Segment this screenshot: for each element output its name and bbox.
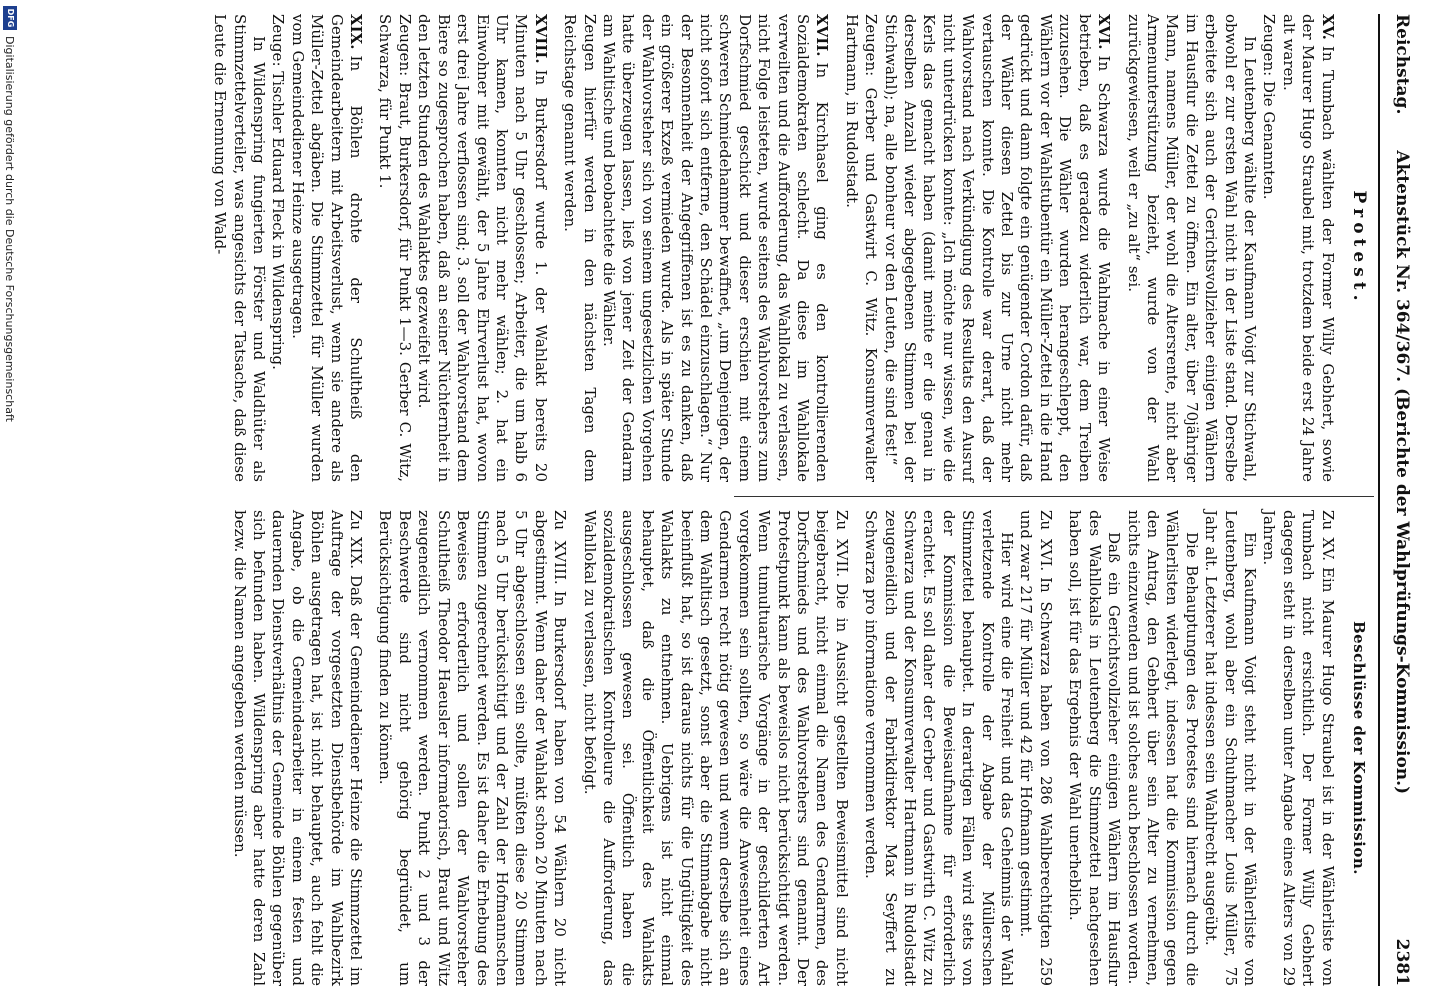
paragraph: Zeuge: Tischler Eduard Fleck in Wildenspring. (269, 14, 288, 370)
resolution-item-xix (229, 510, 365, 986)
paragraph: In Tumbach wählten der Former Willy Gebhert, sowie der Maurer Hugo Straubel mit, trotzdem beide erst 24 Jahre alt waren. (1279, 14, 1337, 482)
paragraph: Daß der Gemeindediener Heinze die Stimmzettel im Auftrage der vorgesetzten Dienstbehörde im Wahlbezirk Böhlen ausgetragen hat, ist nicht behauptet, auch fehlt die Angabe, ob die Gemeindearbeiter in einem festen und dauernden Dienstverhältnis der Gemeinde Böhlen gegenüber sich befunden haben. Wildenspring aber hatte deren Zahl bezw. die Namen angegeben werden müssen. (230, 510, 366, 986)
paragraph: Hier wird eine die Freiheit und das Geheimnis der Wahl verletzende Kontrolle der Abgabe der Müllerschen Stimmzettel behauptet. In derartigen Fällen wird stets von der Kommission die Beweisaufnahme für erforderlich erachtet. Es soll daher der Gerber und Gastwirth C. Witz zu Schwarza und der Konsumverwalter Hartmann in Rudolstadt zeugeneidlich und der Fabrikdirektor Max Seyffert zu Schwarza pro informatione vernommen werden. (862, 510, 1017, 986)
digitization-credit (0, 0, 20, 1000)
paragraph: Zeugen hierfür werden in den nächsten Tagen dem Reichstage genannt werden. (561, 14, 599, 482)
item-number: XVIII. (531, 14, 550, 64)
paragraph: Ein Kaufmann Voigt steht nicht in der Wählerliste von Leutenberg, wohl aber ein Schuhmacher Louis Müller, 75 Jahr alt. Letzterer hat indessen sein Wahlrecht ausgeübt. (1202, 510, 1259, 986)
item-reference: Zu XVII. (832, 510, 851, 578)
protest-item-xix (210, 14, 365, 482)
protest-item-xvi (841, 14, 1113, 482)
protest-title: Protest. (1349, 190, 1369, 306)
paragraph: In Wildenspring fungierten Förster und Waldhüter als Stimmzettelverteiler, was angesichts der Tatsache, daß diese Leute die Ernennung von Wald- (211, 14, 269, 482)
page-number: 2381 (1392, 938, 1412, 986)
resolution-item-xvi (861, 510, 1055, 986)
paragraph: In Böhlen drohte der Schultheiß den Gemeindearbeitern mit Arbeitsverlust, wenn sie andere als Müller-Zettel abgäben. Die Stimmzettel für Müller wurden vom Gemeindediener Heinze ausgetragen. (288, 14, 366, 482)
item-number: XV. (1318, 14, 1337, 40)
protest-item-xviii (375, 14, 550, 482)
resolution-item-xviii (375, 510, 569, 986)
paragraph: In Leutenberg wählte der Kaufmann Voigt zur Stichwahl, obwohl er zur ersten Wahl nicht in der Liste stand. Derselbe erbeitete sich auch der Gerichtsvollzieher einigen Wählern im Hausflur die Zettel zu öffnen. Ein alter, über 70jähriger Mann, namens Müller, der wohl die Altersrente, nicht aber Armenunterstützung bezieht, wurde von der Wahl zurückgewiesen, weil er „zu alt“ sei. (1124, 14, 1259, 482)
paragraph: In Burkersdorf wurde 1. der Wahlakt bereits 20 Minuten nach 5 Uhr geschlossen; Arbeiter, die um halb 6 Uhr kamen, konnten nicht mehr wählen; 2. hat ein Einwohner mit gewählt, der 5 Jahre Ehrverlust hat, wovon erst drei Jahre verflossen sind; 3. soll der Wahlvorstand dem Biere so zugesprochen haben, daß an seiner Nüchternheit in den letzten Stunden des Wahlaktes gezweifelt wird. (415, 14, 550, 482)
resolutions-column (219, 510, 1374, 986)
credit-text: Digitalisierung gefördert durch die Deutsche Forschungsgemeinschaft (3, 36, 17, 422)
paragraph: Zeugen: Die Genannten. (1260, 14, 1279, 200)
dfg-logo: DFG (3, 6, 17, 30)
resolutions-title: Beschlüsse der Kommission. (1350, 621, 1368, 875)
resolution-item-xv (1065, 510, 1337, 986)
item-reference: Zu XV. (1318, 510, 1337, 562)
header-left: Reichstag. (1392, 14, 1412, 115)
header-rule (1378, 14, 1380, 986)
protest-column (200, 14, 1374, 482)
resolution-item-xvii (579, 510, 851, 986)
protest-item-xv (1123, 14, 1336, 482)
protest-item-xvii (560, 14, 832, 482)
paragraph: In Schwarza haben von 286 Wahlberechtigten 259 und zwar 217 für Müller und 42 für Hofmann gestimmt. (1017, 510, 1055, 986)
item-reference: Zu XVI. (1036, 510, 1055, 572)
item-number: XIX. (347, 14, 366, 50)
paragraph: Ein Maurer Hugo Straubel ist in der Wählerliste von Tumbach nicht ersichtlich. Der Former Willy Gebhert dagegen steht in derselben unter Angabe eines Alters von 29 Jahren. (1260, 510, 1337, 986)
item-number: XVII. (813, 14, 832, 57)
item-reference: Zu XVIII. (551, 510, 570, 585)
running-header (1384, 14, 1412, 986)
paragraph: In Burkersdorf haben von 54 Wählern 20 nicht abgestimmt. Wenn daher der Wahlakt schon 20 Minuten nach 5 Uhr abgeschlossen sein sollte, müßten diese 20 Stimmen nach 5 Uhr berücksichtigt und der Zahl der Hofmannschen Stimmen zugerechnet werden. Es ist daher die Erhebung des Beweises erforderlich und sollen der Wahlvorsteher Schultheiß Theodor Haeusler informatorisch, Braut und Witz zeugeneidlich vernommen werden. Punkt 2 und 3 der Beschwerde sind nicht gehörig begründet, um Berücksichtigung finden zu können. (376, 510, 570, 987)
paragraph: Die in Aussicht gestellten Beweismittel sind nicht beigebracht, nicht einmal die Namen des Gendarmen, des Dorfschmieds und des Wahlvorstehers sind genannt. Der Protestpunkt kann als beweislos nicht berücksichtigt werden. Wenn tumultuarische Vorgänge in der geschilderten Art vorgekommen sein sollten, so wäre die Anwesenheit eines Gendarmen recht nötig gewesen und wenn derselbe sich an dem Wahltisch gesetzt, sonst aber die Stimmabgabe nicht beeinflußt hat, so ist daraus nichts für die Ungültigkeit des Wahlakts zu entnehmen. Uebrigens ist nicht einmal behauptet, daß die Öffentlichkeit des Wahlakts ausgeschlossen gewesen sei. Öffentlich haben die sozialdemokratischen Kontrolleure die Aufforderung, das Wahllokal zu verlassen, nicht befolgt. (580, 510, 851, 987)
paragraph: In Kirchhasel ging es den kontrollierenden Sozialdemokraten schlecht. Da diese im Wahllokale verweilten und die Aufforderung, das Wahllokal zu verlassen, nicht Folge leisteten, wurde seitens des Wahlvorstehers zum Dorfschmied geschickt und dieser erschien mit einem schweren Schmiedehammer bewaffnet, „um Denjenigen, der nicht sofort sich entferne, den Schädel einzuschlagen.“ Nur der Besonnenheit der Angegriffenen ist es zu danken, daß ein größerer Exzeß vermieden wurde. Als in später Stunde der Wahlvorsteher sich von seinem ungesetzlichen Vorgehen hatte überzeugen lassen, ließ von jener Zeit der Gendarm am Wahltische und beobachtete die Wähler. (599, 14, 832, 482)
header-center: Aktenstück Nr. 364/367. (Berichte der Wahlprüfungs-Kommission.) (1392, 150, 1412, 795)
paragraph: Die Behauptungen des Protestes sind hiernach durch die Wählerlisten widerlegt, indessen hat die Kommission gegen den Antrag, den Gebhert über sein Alter zu vernehmen, nichts einzuwenden und ist solches auch beschlossen worden. (1124, 510, 1201, 986)
item-number: XVI. (1095, 14, 1114, 50)
paragraph: In Schwarza wurde die Wahlmache in einer Weise betrieben, daß es geradezu widerlich war, dem Treiben zuzusehen. Die Wähler wurden herangeschleppt, den Wählern vor der Wahlstubentür ein Müller-Zettel in die Hand gedrückt und dann folgte ein genügender Cordon dafür, daß der Wähler diesen Zettel bis zur Urne nicht mehr vertauschen konnte. Die Kontrolle war derart, daß der Wahlvorstand nach Verkündigung des Resultats den Ausruf nicht unterdrücken konnte: „Ich möchte nur wissen, wie die Kerls das gemacht haben (damit meinte er die genau in derselben Anzahl wieder abgegebenen Stimmen bei der Stichwahl); na, alle bonheur vor den Leuten, die sind fest!“ (881, 14, 1114, 482)
column-divider (734, 496, 1374, 497)
paragraph: Zeugen: Braut, Burkersdorf, für Punkt 1—3. Gerber C. Witz, Schwarza, für Punkt 1. (376, 14, 414, 482)
paragraph: Zeugen: Gerber und Gastwirt C. Witz. Konsumverwalter Hartmann, in Rudolstadt. (842, 14, 881, 482)
paragraph: Daß ein Gerichtsvollzieher einigen Wählern im Hausflur des Wahllokals in Leutenberg die Stimmzettel nachgesehen haben soll, ist für das Ergebnis der Wahl unerheblich. (1066, 510, 1124, 986)
item-reference: Zu XIX. (347, 510, 366, 569)
